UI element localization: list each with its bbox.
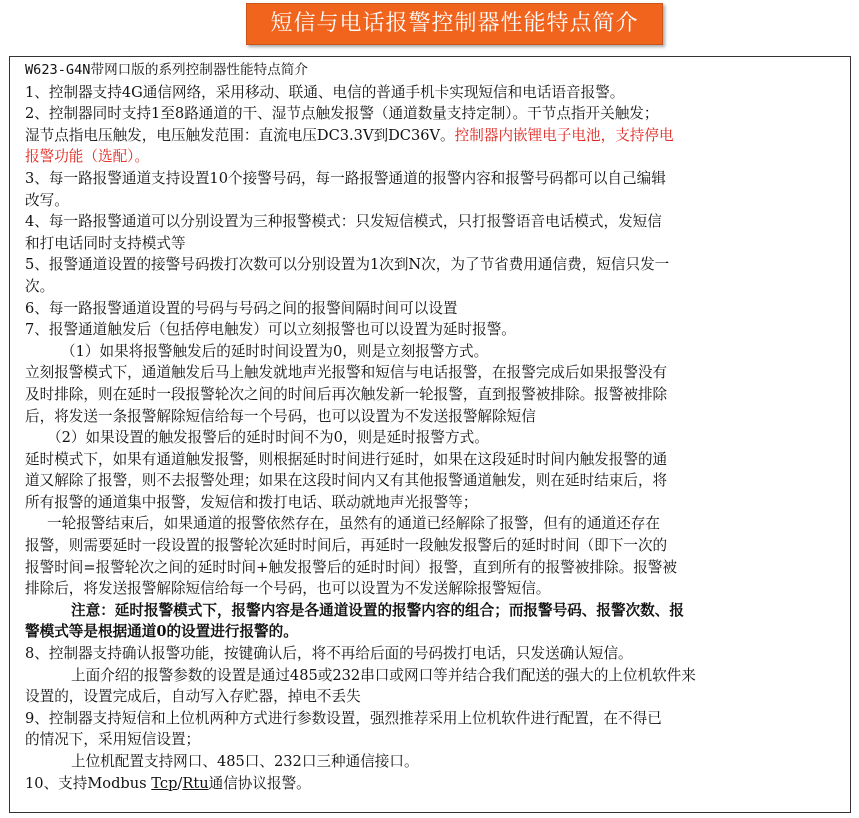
delay-mode-heading: （2）如果设置的触发报警后的延时时间不为0，则是延时报警方式。 [47,429,489,447]
config-note: 上面介绍的报警参数的设置是通过485或232串口或网口等并结合我们配送的强大的上位机软件来 [71,666,696,684]
tcp-text: Tcp [151,774,178,792]
battery-highlight-cont: 报警功能（选配）。 [25,148,150,166]
rtu-text: Rtu [182,774,209,792]
immediate-mode-text: 立刻报警模式下，通道触发后马上触发就地声光报警和短信与电话报警，在报警完成后如果报警没有 [25,364,668,382]
protocol-suffix: 通信协议报警。 [208,774,311,792]
delay-mode-text: 延时模式下，如果有通道触发报警，则根据延时时间进行延时，如果在这段延时时间内触发报警的通 [25,450,668,468]
feature-line-9: 9、控制器支持短信和上位机两种方式进行参数设置，强烈推荐采用上位机软件进行配置，在不得已 [25,709,662,727]
feature-line-5: 5、报警通道设置的接警号码拨打次数可以分别设置为1次到N次，为了节省费用通信费，短信只发一 [25,256,670,274]
feature-line-1: 1、控制器支持4G通信网络，采用移动、联通、电信的普通手机卡实现短信和电话语音报警。 [25,83,625,101]
immediate-mode-text: 及时排除，则在延时一段报警轮次之间的时间后再次触发新一轮报警，直到报警被排除。报警被排除 [25,385,668,403]
immediate-mode-heading: （1）如果将报警触发后的延时时间设置为0，则是立刻报警方式。 [61,342,489,360]
voltage-range-text: 湿节点指电压触发，电压触发范围：直流电压DC3.3V到DC36V。 [25,126,455,144]
immediate-mode-text: 后，将发送一条报警解除短信给每一个号码，也可以设置为不发送报警解除短信 [25,407,536,425]
feature-line-10 [25,773,838,795]
feature-line-5-cont: 次。 [25,277,55,295]
feature-line-4-cont: 和打电话同时支持模式等 [25,234,186,252]
feature-line-2: 2、控制器同时支持1至8路通道的干、湿节点触发报警（通道数量支持定制）。干节点指开关触发； [25,105,659,123]
round-end-text: 报警时间=报警轮次之间的延时时间+触发报警后的延时时间）报警，直到所有的报警被排除。报警被 [25,558,677,576]
title-banner: 短信与电话报警控制器性能特点简介 [246,3,663,45]
modbus-prefix: 10、支持Modbus [25,774,152,792]
feature-line-6: 6、每一路报警通道设置的号码与号码之间的报警间隔时间可以设置 [25,299,458,317]
feature-line-2-cont [25,125,838,147]
feature-line-8: 8、控制器支持确认报警功能，按键确认后，将不再给后面的号码拨打电话，只发送确认短信。 [25,645,633,663]
delay-mode-text: 道又解除了报警，则不去报警处理；如果在这段时间内又有其他报警通道触发，则在延时结束后，将 [25,472,668,490]
feature-line-3-cont: 改写。 [25,191,69,209]
round-end-text: 排除后，将发送报警解除短信给每一个号码，也可以设置为不发送解除报警短信。 [25,580,551,598]
battery-highlight: 控制器内嵌锂电子电池，支持停电 [454,126,674,144]
round-end-text: 一轮报警结束后，如果通道的报警依然存在，虽然有的通道已经解除了报警，但有的通道还存在 [47,515,660,533]
interface-note: 上位机配置支持网口、485口、232口三种通信接口。 [71,753,419,770]
note-bold-cont: 警模式等是根据通道0的设置进行报警的。 [25,623,298,641]
content-panel [9,56,851,813]
note-bold: 注意：延时报警模式下，报警内容是各通道设置的报警内容的组合；而报警号码、报警次数、报 [71,601,684,619]
feature-line-9-cont: 的情况下，采用短信设置； [25,731,201,749]
feature-line-7: 7、报警通道触发后（包括停电触发）可以立刻报警也可以设置为延时报警。 [25,321,516,339]
config-note-cont: 设置的，设置完成后，自动写入存贮器，掉电不丢失 [25,688,361,706]
delay-mode-text: 所有报警的通道集中报警，发短信和拨打电话、联动就地声光报警等； [25,493,478,511]
feature-line-4: 4、每一路报警通道可以分别设置为三种报警模式：只发短信模式，只打报警语音电话模式，发短信 [25,213,662,231]
slash-text: / [177,774,183,792]
round-end-text: 报警，则需要延时一段设置的报警轮次延时时间后，再延时一段触发报警后的延时时间（即下一次的 [25,537,668,555]
feature-line-3: 3、每一路报警通道支持设置10个接警号码，每一路报警通道的报警内容和报警号码都可以自己编辑 [25,169,666,187]
doc-subtitle: W623-G4N带网口版的系列控制器性能特点简介 [25,62,308,78]
